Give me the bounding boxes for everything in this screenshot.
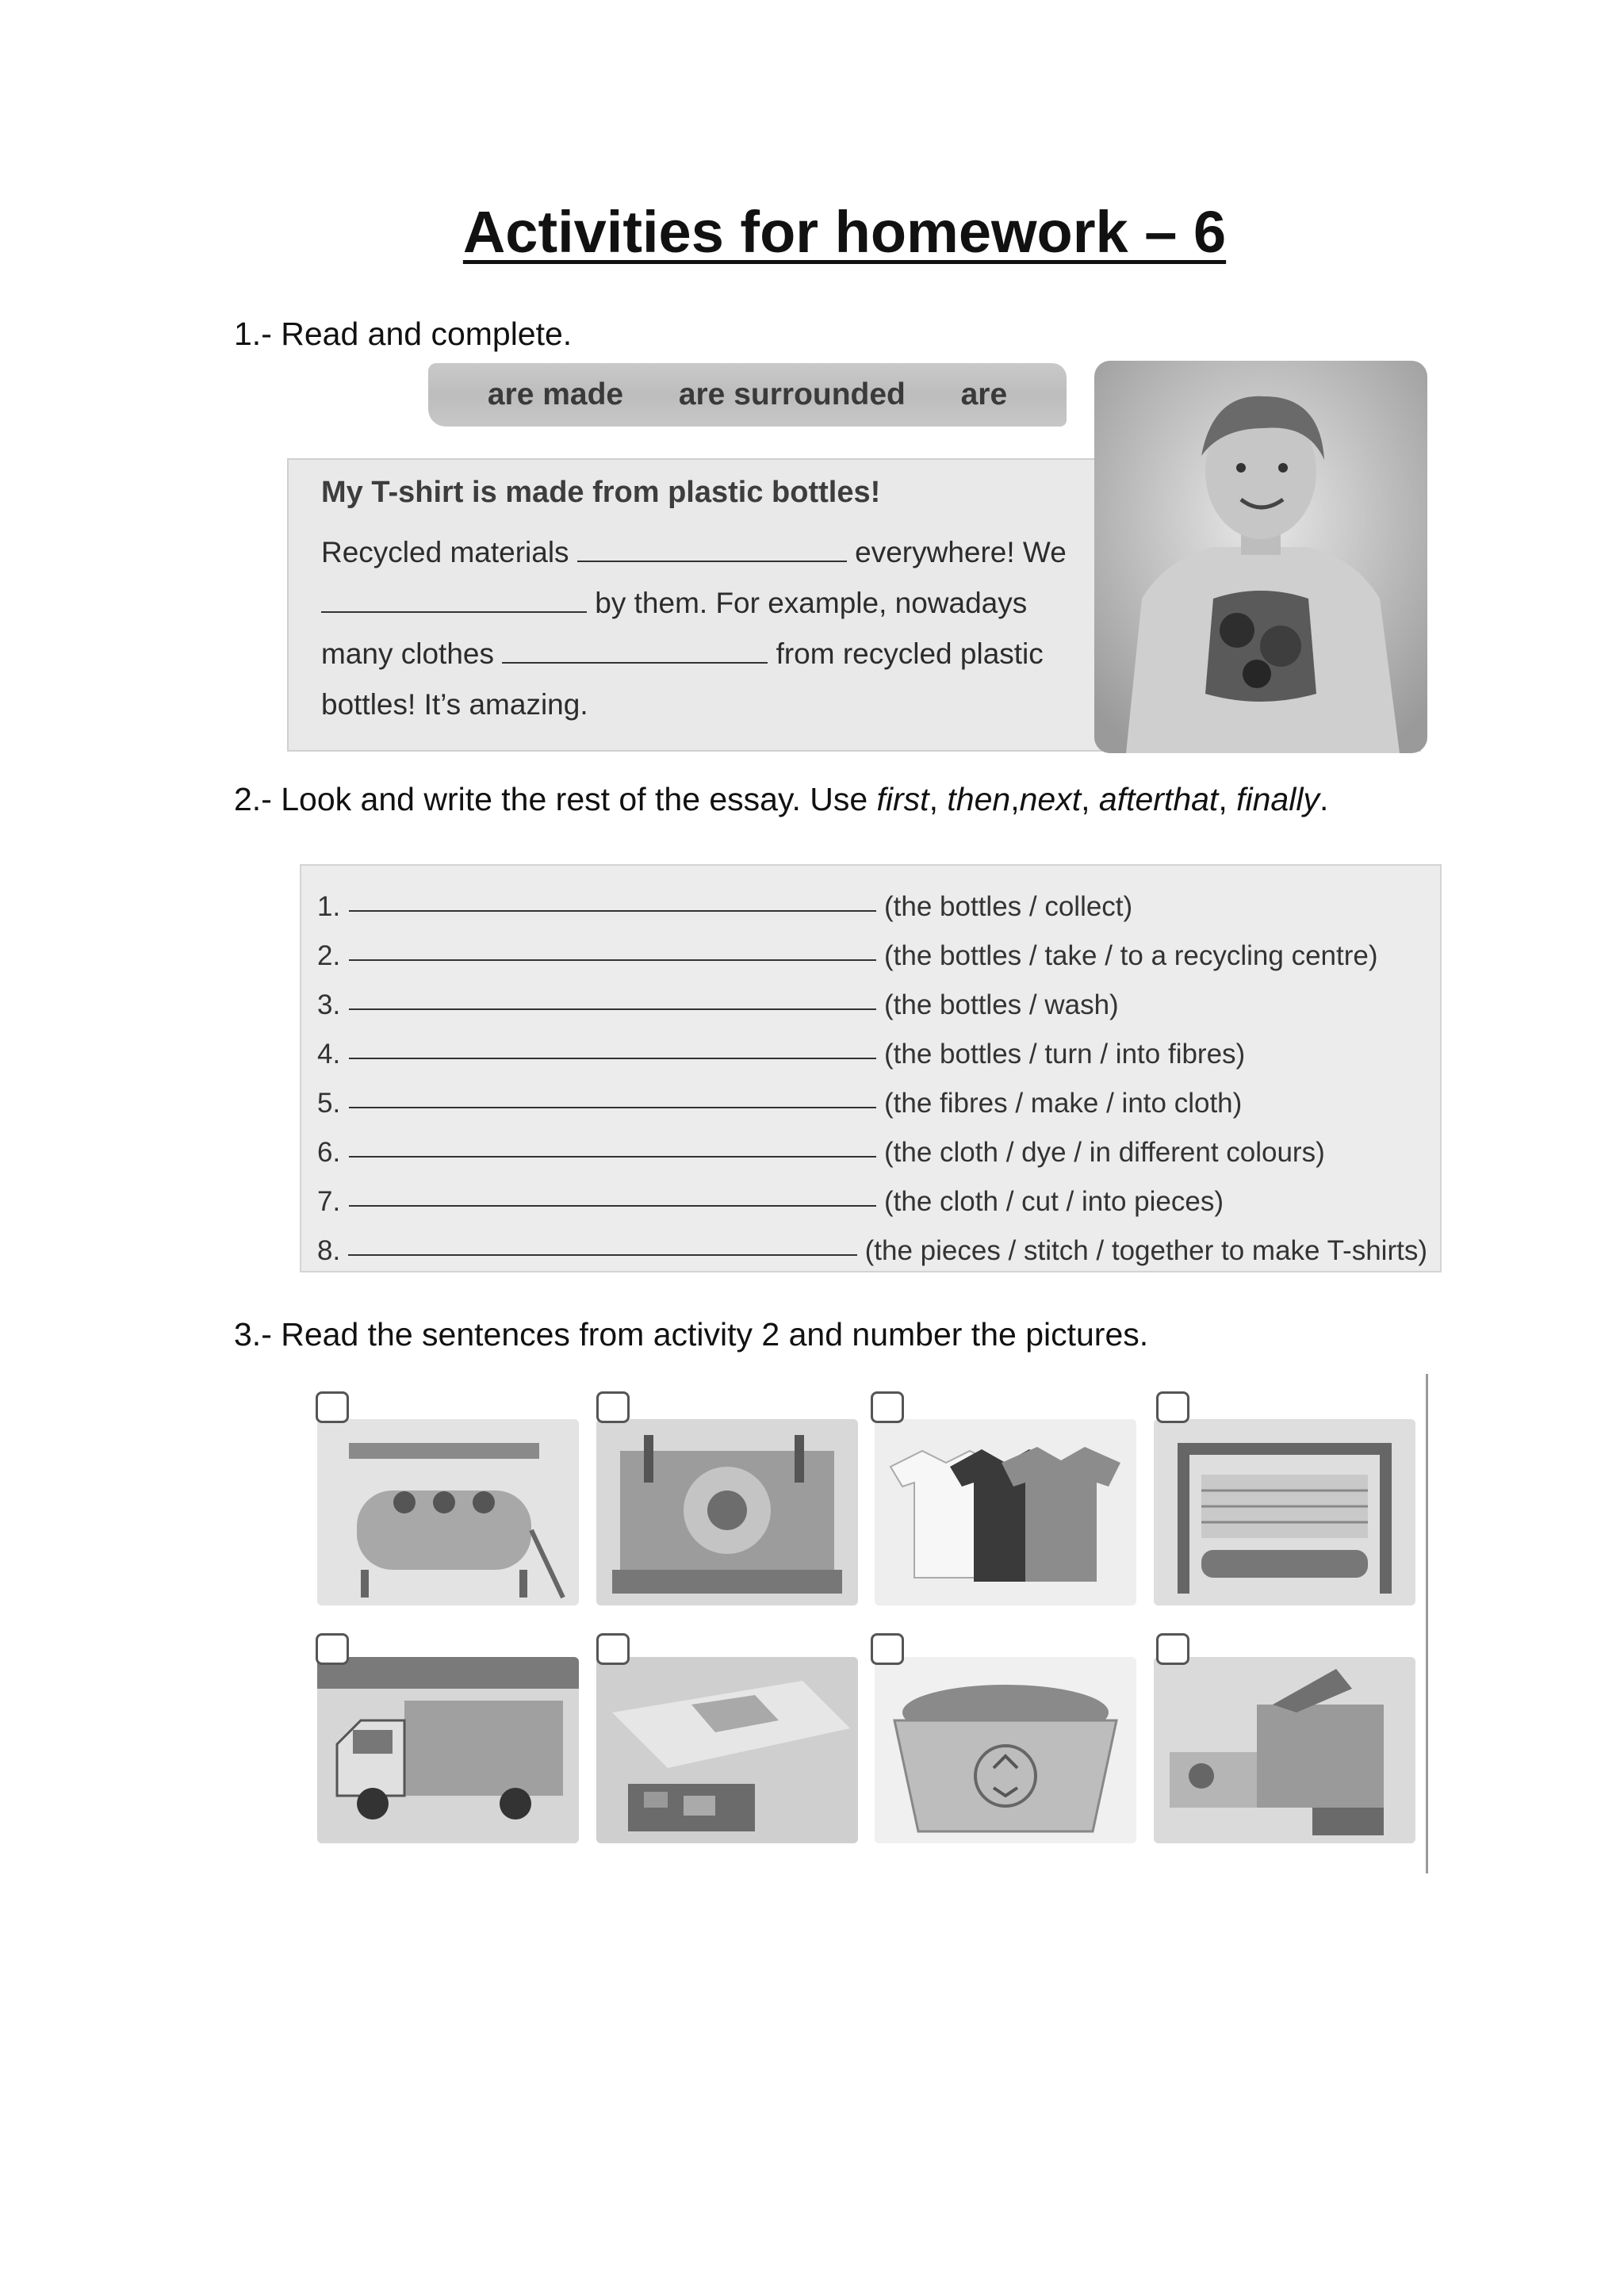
essay-row	[317, 972, 1427, 1021]
row-hint: (the bottles / turn / into fibres)	[884, 1039, 1246, 1070]
row-hint: (the bottles / take / to a recycling centre)	[884, 940, 1378, 971]
passage-text: by them. For example, nowadays	[595, 587, 1028, 619]
row-hint: (the bottles / collect)	[884, 891, 1133, 922]
passage-text: from recycled plastic	[776, 637, 1044, 670]
sequence-word: afterthat	[1098, 781, 1219, 817]
number-checkbox[interactable]	[316, 1391, 349, 1423]
answer-line[interactable]	[348, 1253, 857, 1256]
picture-recycling-bin	[875, 1657, 1136, 1843]
row-number: 1.	[317, 891, 341, 922]
sequence-word: next	[1019, 781, 1082, 817]
divider	[1426, 1374, 1428, 1873]
exercise-3-instruction: 3.- Read the sentences from activity 2 and number the pictures.	[234, 1316, 1149, 1353]
picture-dyeing-machine	[317, 1419, 579, 1605]
row-hint: (the pieces / stitch / together to make T-shirts)	[864, 1235, 1427, 1266]
exercise-2-instruction: 2.- Look and write the rest of the essay. Use first, then,next, afterthat, finally.	[234, 781, 1329, 817]
passage-text: Recycled materials	[321, 536, 569, 568]
passage-line	[321, 527, 1082, 578]
essay-row	[317, 1169, 1427, 1218]
answer-line[interactable]	[349, 909, 876, 912]
sequence-word: finally	[1236, 781, 1320, 817]
essay-row	[317, 923, 1427, 972]
answer-line[interactable]	[349, 959, 876, 961]
picture-recycling-truck	[317, 1657, 579, 1843]
passage-text: everywhere! We	[855, 536, 1067, 568]
answer-blank[interactable]	[502, 632, 768, 664]
picture-weaving-loom	[1154, 1419, 1415, 1605]
answer-line[interactable]	[349, 1204, 876, 1207]
picture-t-shirts	[875, 1419, 1136, 1605]
row-number: 6.	[317, 1137, 341, 1168]
picture-fibre-machine	[1154, 1657, 1415, 1843]
passage-text: many clothes	[321, 637, 494, 670]
page-title: Activities for homework – 6	[462, 199, 1227, 265]
row-hint: (the cloth / cut / into pieces)	[884, 1186, 1224, 1217]
number-checkbox[interactable]	[871, 1391, 904, 1423]
row-hint: (the cloth / dye / in different colours)	[884, 1137, 1325, 1168]
essay-row	[317, 1070, 1427, 1119]
number-checkbox[interactable]	[1156, 1391, 1189, 1423]
instruction-text: 2.- Look and write the rest of the essay. Use	[234, 781, 877, 817]
row-number: 7.	[317, 1186, 341, 1217]
picture-bottle-washing-machine	[596, 1419, 858, 1605]
answer-line[interactable]	[349, 1008, 876, 1010]
passage-line: bottles! It’s amazing.	[321, 688, 588, 721]
word-box	[428, 363, 1067, 427]
row-hint: (the fibres / make / into cloth)	[884, 1088, 1243, 1119]
essay-row	[317, 1218, 1427, 1267]
sequence-word: then	[947, 781, 1011, 817]
row-number: 4.	[317, 1039, 341, 1070]
answer-line[interactable]	[349, 1057, 876, 1059]
essay-row	[317, 1119, 1427, 1169]
row-hint: (the bottles / wash)	[884, 989, 1119, 1020]
row-number: 2.	[317, 940, 341, 971]
answer-line[interactable]	[349, 1106, 876, 1108]
number-checkbox[interactable]	[316, 1633, 349, 1665]
passage-title: My T-shirt is made from plastic bottles!	[321, 476, 881, 509]
row-number: 5.	[317, 1088, 341, 1119]
word-box-item: are made	[487, 377, 624, 411]
exercise-1-instruction: 1.- Read and complete.	[234, 316, 573, 352]
boy-photo	[1094, 361, 1427, 753]
sequence-word: first	[876, 781, 929, 817]
answer-blank[interactable]	[321, 581, 587, 613]
essay-row	[317, 874, 1427, 923]
word-box-item: are surrounded	[678, 377, 906, 411]
row-number: 8.	[317, 1235, 341, 1266]
row-number: 3.	[317, 989, 341, 1020]
answer-line[interactable]	[349, 1155, 876, 1158]
number-checkbox[interactable]	[1156, 1633, 1189, 1665]
picture-cloth-cutting	[596, 1657, 858, 1843]
passage-line	[321, 629, 1082, 679]
answer-blank[interactable]	[577, 530, 847, 562]
number-checkbox[interactable]	[596, 1391, 630, 1423]
passage	[321, 476, 1082, 730]
word-box-item: are	[960, 377, 1008, 411]
number-checkbox[interactable]	[871, 1633, 904, 1665]
number-checkbox[interactable]	[596, 1633, 630, 1665]
essay-row	[317, 1021, 1427, 1070]
passage-line	[321, 578, 1082, 629]
